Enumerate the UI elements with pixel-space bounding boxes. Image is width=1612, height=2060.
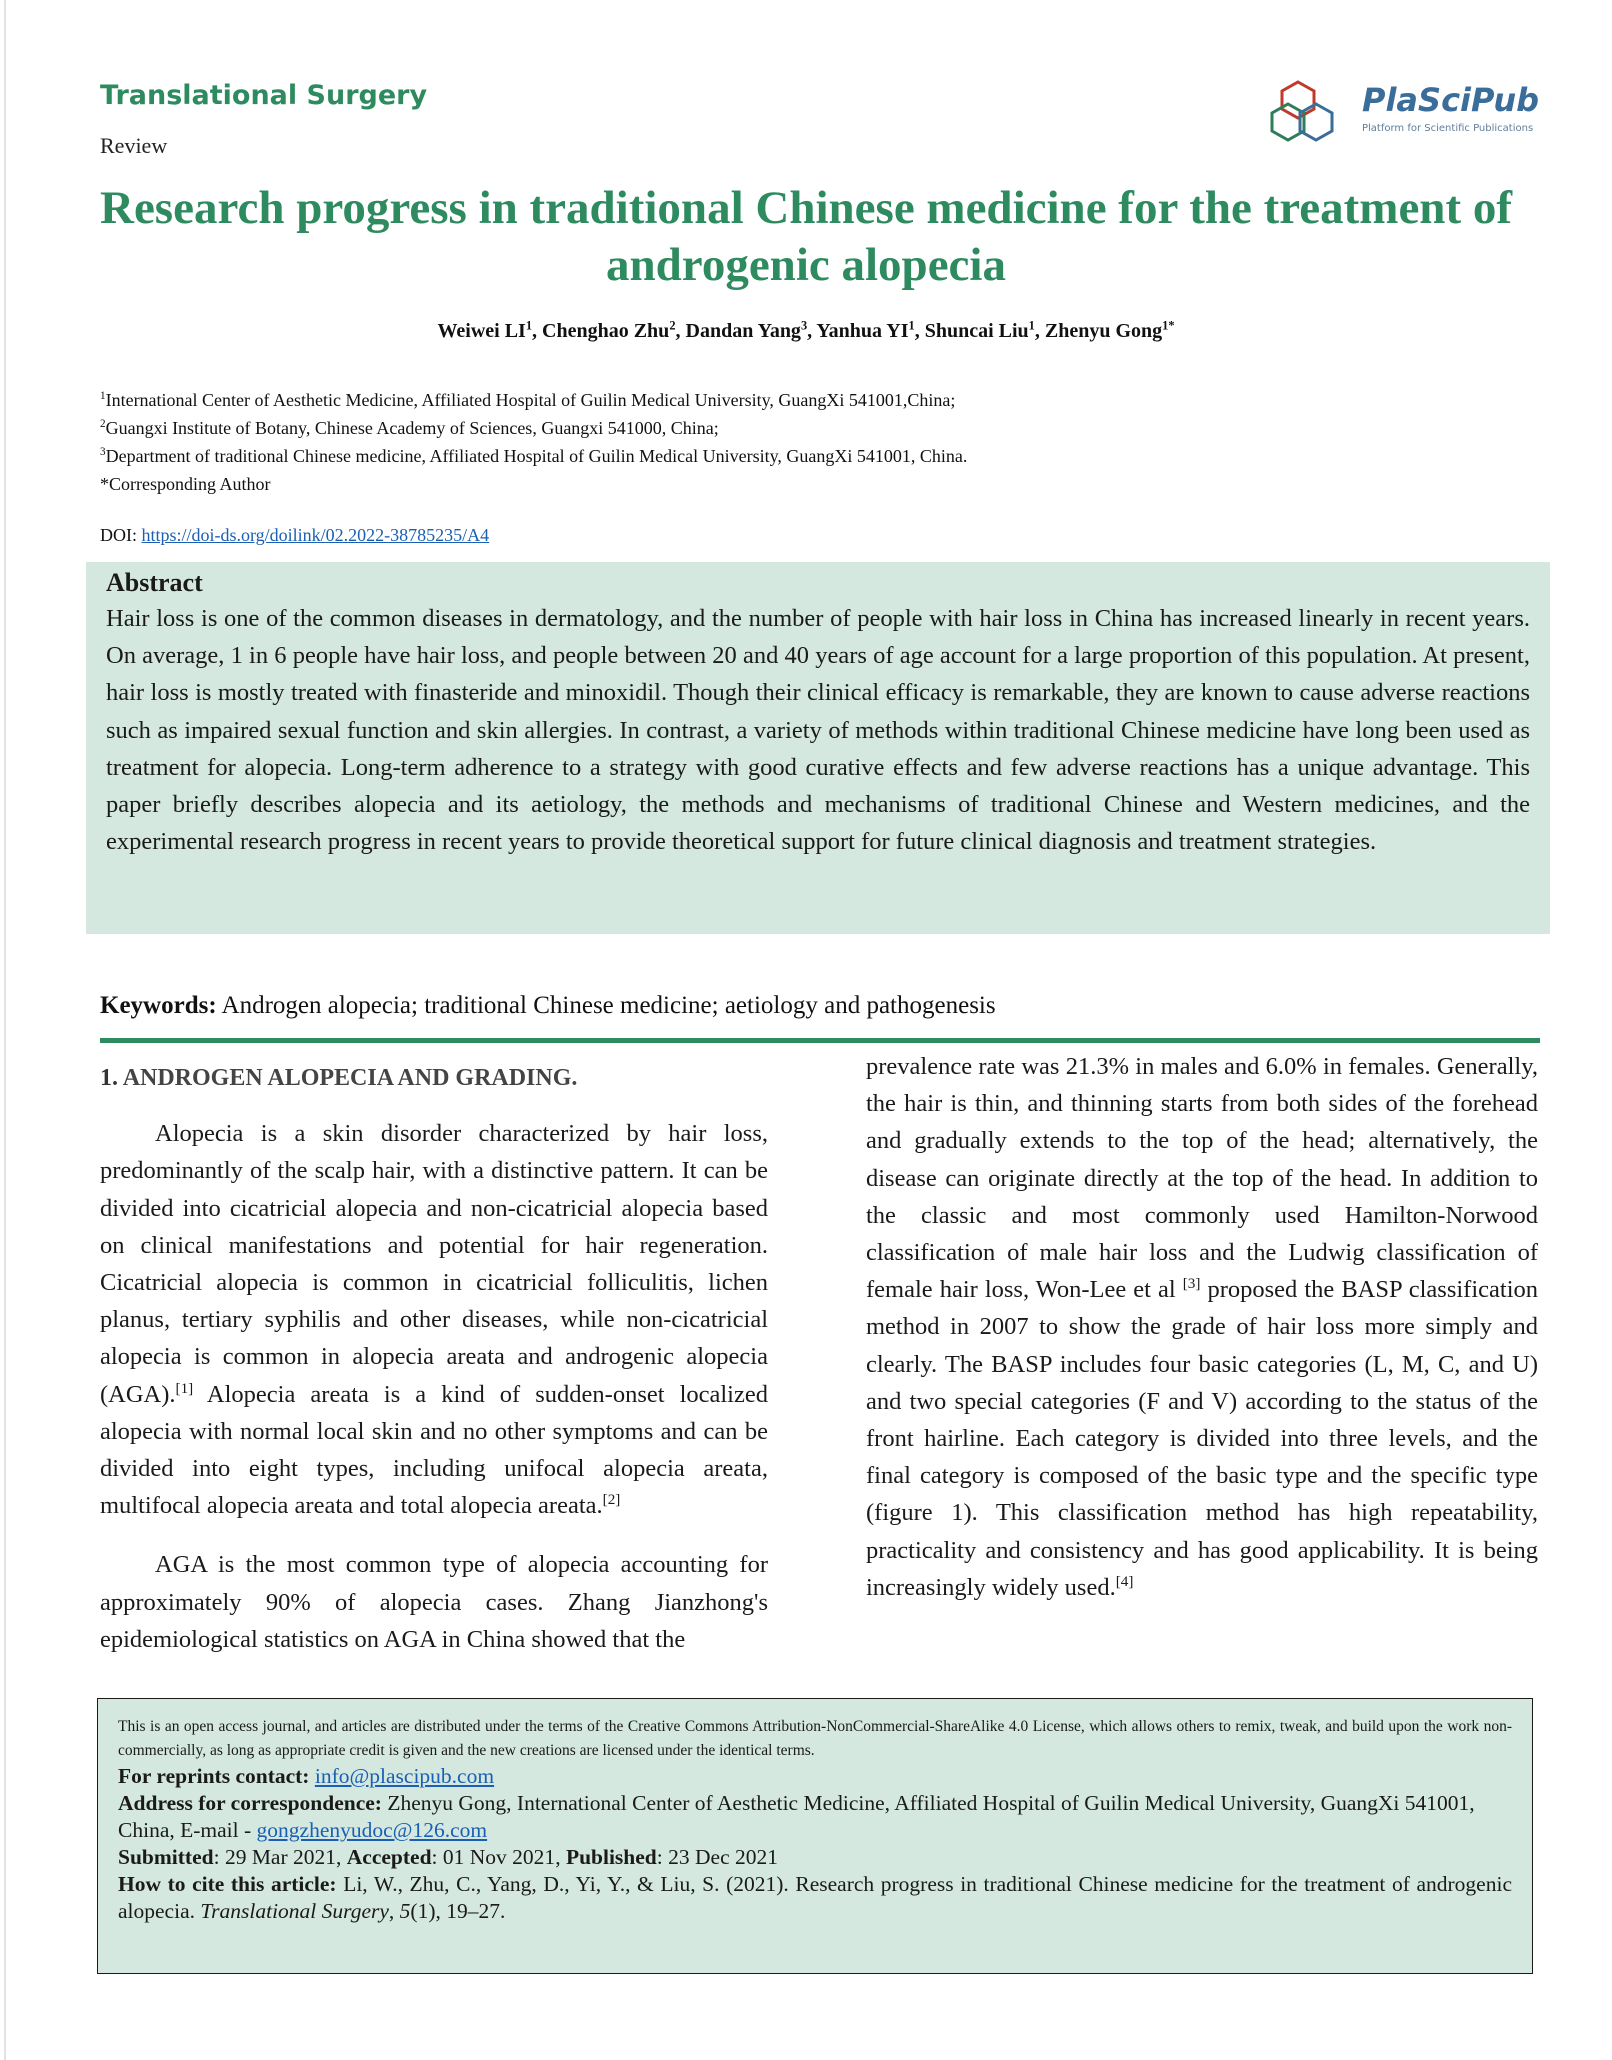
cite-separator: , xyxy=(388,1899,400,1923)
affiliation-sup: 1 xyxy=(100,390,106,402)
affiliation-text: Department of traditional Chinese medicine, Affiliated Hospital of Guilin Medical University, GuangXi 541001, China. xyxy=(105,446,968,466)
paragraph-text: Alopecia areata is a kind of sudden-onset localized alopecia with normal local skin and no other symptoms and can be divided into eight types, including unifocal alopecia areata, multifocal alopecia areata and total alopecia areata. xyxy=(100,1380,768,1520)
keywords-text: Androgen alopecia; traditional Chinese medicine; aetiology and pathogenesis xyxy=(221,992,996,1019)
paragraph-text: proposed the BASP classification method in 2007 to show the grade of hair loss more simply and clearly. The BASP includes four basic categories (L, M, C, and U) and two special categories (F and V) according to the status of the front hairline. Each category is divided into three levels, and the final category is composed of the basic type and the specific type (figure 1). This classification method has high repeatability, practicality and consistency and has good applicability. It is being increasingly widely used. xyxy=(866,1276,1538,1601)
submitted-label: Submitted xyxy=(118,1845,214,1869)
doi-link[interactable]: https://doi-ds.org/doilink/02.2022-38785235/A4 xyxy=(141,525,490,545)
citation-ref: [2] xyxy=(602,1491,621,1509)
author-name: Shuncai Liu xyxy=(924,320,1029,342)
author-name: Weiwei LI xyxy=(437,320,526,342)
correspondence-email-link[interactable]: gongzhenyudoc@126.com xyxy=(256,1818,488,1842)
correspondence-label: Address for correspondence: xyxy=(118,1791,382,1815)
cite-pages: (1), 19–27. xyxy=(410,1899,506,1923)
correspondence-line xyxy=(118,1790,1512,1844)
affiliation-sup: 2 xyxy=(100,418,106,430)
journal-name: Translational Surgery xyxy=(100,80,428,111)
citation-ref: [1] xyxy=(175,1379,194,1397)
published-date: 23 Dec 2021 xyxy=(668,1845,778,1869)
citation-ref: [4] xyxy=(1115,1572,1134,1590)
author-affil-sup: 1 xyxy=(1028,318,1035,333)
paragraph-text: prevalence rate was 21.3% in males and 6.0% in females. Generally, the hair is thin, and thinning starts from both sides of the forehead and gradually extends to the top of the head; alternatively, the disease can originate directly at the top of the head. In addition to the classic and most commonly used Hamilton-Norwood classification of male hair loss and the Ludwig classification of female hair loss, Won-Lee et al xyxy=(866,1053,1538,1304)
abstract-box xyxy=(86,562,1550,934)
affiliation-text: Guangxi Institute of Botany, Chinese Academy of Sciences, Guangxi 541000, China; xyxy=(105,418,719,438)
section-title: ANDROGEN ALOPECIA AND GRADING. xyxy=(122,1065,578,1091)
author-affil-sup: 2 xyxy=(669,318,676,333)
paragraph-text: Alopecia is a skin disorder characterized by hair loss, predominantly of the scalp hair, with a distinctive pattern. It can be divided into cicatricial alopecia and non-cicatricial alopecia based on clinical manifestations and potential for hair regeneration. Cicatricial alopecia is common in cicatricial folliculitis, lichen planus, tertiary syphilis and other diseases, while non-cicatricial alopecia is common in alopecia areata and androgenic alopecia (AGA). xyxy=(100,1120,768,1408)
author-affil-sup: 1 xyxy=(908,318,915,333)
citation-ref: [3] xyxy=(1182,1275,1201,1293)
accepted-label: Accepted xyxy=(346,1845,432,1869)
reprints-line xyxy=(118,1763,1512,1790)
affiliation-item xyxy=(100,414,967,442)
cite-text: Li, W., Zhu, C., Yang, D., Yi, Y., & Liu, S. (2021). Research progress in traditional Chinese medicine for the treatment of androgenic alopecia. xyxy=(118,1872,1512,1923)
author-name: Yanhua YI xyxy=(816,320,909,342)
section-divider xyxy=(100,1038,1540,1043)
corresponding-note: *Corresponding Author xyxy=(100,474,271,494)
author-name: Zhenyu Gong xyxy=(1044,320,1163,342)
citation-line xyxy=(118,1871,1512,1925)
section-heading xyxy=(100,1060,768,1097)
author-list: Weiwei $LI^1$, Chenghao Zhu$^2$, Dandan Yang$^3$, Yanhua $YI^1$, Shuncai Liu$^1$, Zhenyu Gong$^{1*}$ xyxy=(437,318,1175,342)
hexagon-cube-icon xyxy=(1270,78,1354,144)
article-type: Review xyxy=(100,133,168,158)
affiliation-text: International Center of Aesthetic Medicine, Affiliated Hospital of Guilin Medical University, GuangXi 541001,China; xyxy=(105,390,956,410)
article-title: Research progress in traditional Chinese medicine for the treatment of androgenic alopecia xyxy=(100,182,1512,291)
keywords-label: Keywords: xyxy=(100,992,217,1019)
author-affil-sup: 1 xyxy=(525,318,533,333)
cite-label: How to cite this article: xyxy=(118,1872,337,1896)
dates-line: Submitted: 29 Mar 2021, Accepted: 01 Nov 2021, Published: 23 Dec 2021 xyxy=(118,1845,778,1869)
cite-journal: Translational Surgery xyxy=(200,1899,389,1923)
doi-line xyxy=(100,525,489,546)
reprints-label: For reprints contact: xyxy=(118,1764,310,1788)
author-affil-sup: 1* xyxy=(1162,318,1175,333)
paragraph xyxy=(100,1115,768,1524)
logo-tagline: Platform for Scientific Publications xyxy=(1362,123,1534,134)
correspondence-text: Zhenyu Gong, International Center of Aesthetic Medicine, Affiliated Hospital of Guilin Medical University, GuangXi 541001, China, E-mail - xyxy=(118,1791,1475,1842)
accepted-date: 01 Nov 2021 xyxy=(442,1845,556,1869)
license-text: This is an open access journal, and articles are distributed under the terms of the Creative Commons Attribution-NonCommercial-ShareAlike 4.0 License, which allows others to remix, tweak, and build upon the work non-commercially, as long as appropriate credit is given and the new creations are licensed under the identical terms. xyxy=(118,1718,1512,1759)
article-info-box xyxy=(97,1698,1533,1974)
cite-volume: 5 xyxy=(399,1899,411,1923)
paragraph: AGA is the most common type of alopecia accounting for approximately 90% of alopecia cases. Zhang Jianzhong's epidemiological statistics on AGA in China showed that the xyxy=(100,1551,768,1653)
page-edge-rule xyxy=(4,0,6,2060)
author-name: Chenghao Zhu xyxy=(542,320,670,342)
affiliation-sup: 3 xyxy=(100,446,106,458)
reprints-email-link[interactable]: info@plascipub.com xyxy=(314,1764,495,1788)
submitted-date: 29 Mar 2021 xyxy=(224,1845,337,1869)
logo-wordmark: PlaSciPub xyxy=(1362,81,1539,119)
doi-label: DOI: xyxy=(100,525,137,545)
affiliations xyxy=(100,386,967,498)
keywords-line xyxy=(100,992,996,1020)
right-column xyxy=(866,1048,1538,1606)
author-affil-sup: 3 xyxy=(800,318,808,333)
affiliation-item xyxy=(100,386,967,414)
section-number: 1. xyxy=(100,1065,118,1091)
abstract-heading: Abstract xyxy=(106,568,203,597)
author-name: Dandan Yang xyxy=(685,320,801,342)
abstract-text: Hair loss is one of the common diseases in dermatology, and the number of people with hair loss in China has increased linearly in recent years. On average, 1 in 6 people have hair loss, and people between 20 and 40 years of age account for a large proportion of this population. At present, hair loss is mostly treated with finasteride and minoxidil. Though their clinical efficacy is remarkable, they are known to cause adverse reactions such as impaired sexual function and skin allergies. In contrast, a variety of methods within traditional Chinese medicine have long been used as treatment for alopecia. Long-term adherence to a strategy with good curative effects and few adverse reactions has a unique advantage. This paper briefly describes alopecia and its aetiology, the methods and mechanisms of traditional Chinese and Western medicines, and the experimental research progress in recent years to provide theoretical support for future clinical diagnosis and treatment strategies. xyxy=(106,605,1530,856)
affiliation-item xyxy=(100,442,967,470)
published-label: Published xyxy=(565,1845,657,1869)
plascipub-logo xyxy=(1270,78,1540,144)
left-column xyxy=(100,1060,768,1680)
